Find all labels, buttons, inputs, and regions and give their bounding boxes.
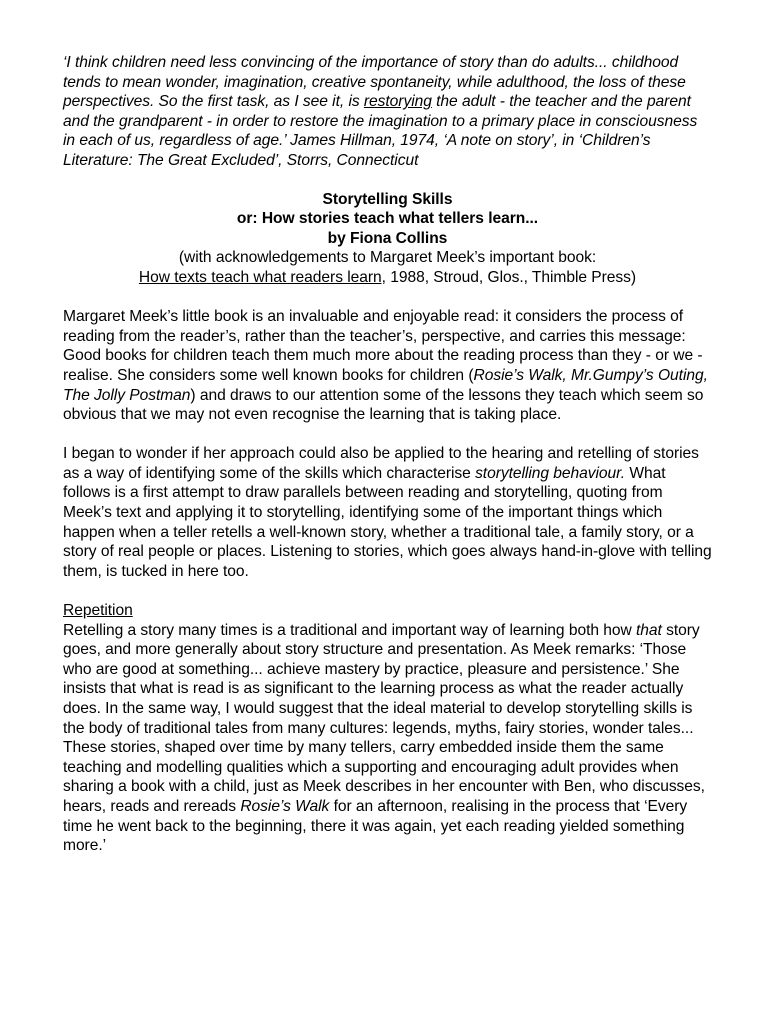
document-title: Storytelling Skills (322, 190, 453, 208)
acknowledgement-line: (with acknowledgements to Margaret Meek’s important book: (178, 249, 597, 267)
title-block (63, 190, 712, 288)
section-text-1: Retelling a story many times is a traditional and important way of learning both how (63, 621, 637, 639)
acknowledgement-reference (63, 268, 712, 288)
referenced-book-title: How texts teach what readers learn, (138, 268, 386, 286)
paragraph-2-text-start: I began to wonder if her approach could also be applied to the hearing and retelling of stories as a way of identifying some of the skills which characterise (63, 445, 699, 482)
document-author: by Fiona Collins (327, 229, 448, 247)
quote-underlined-word: restorying (363, 93, 432, 111)
referenced-book-details: 1988, Stroud, Glos., Thimble Press) (385, 268, 637, 286)
quote-text-end: the adult - the teacher and the parent and the grandparent - in order to restore the imagination to a primary place in consciousness in each of us, regardless of age.’ James Hillman, 1974, ‘A note on story’, in ‘Children’s Literature: The Great Excluded’, Storrs, Connecticut (63, 93, 698, 169)
section-italic-book: Rosie’s Walk (240, 797, 330, 815)
paragraph-1-text-start: Margaret Meek’s little book is an invaluable and enjoyable read: it considers the process of reading from the reader’s, rather than the teacher’s, perspective, and carries this message: Good books for children teach them much more about the reading process than they - or we - realise. She considers some well known books for children ( (63, 308, 703, 384)
document-subtitle: or: How stories teach what tellers learn... (236, 210, 539, 228)
paragraph-2-text-end: What follows is a first attempt to draw parallels between reading and storytelling, quoting from Meek’s text and applying it to storytelling, identifying some of the important things which happen when a teller retells a well-known story, whether a traditional tale, a family story, or a story of real people or places. Listening to stories, which goes always hand-in-glove with telling them, is tucked in here too. (63, 464, 712, 580)
epigraph-quote (63, 53, 712, 171)
section-text-2: story goes, and more generally about story structure and presentation. As Meek remarks: ‘Those who are good at something... achieve mastery by practice, pleasure and persistence.’ She insists that what is read is as significant to the learning process as what the reader actually does. In the same way, I would suggest that the ideal material to develop storytelling skills is the body of traditional tales from many cultures: legends, myths, fairy stories, wonder tales... These stories, shaped over time by many tellers, carry embedded inside them the same teaching and modelling qualities which a supporting and encouraging adult provides when sharing a book with a child, just as Meek describes in her encounter with Ben, who discusses, hears, reads and rereads (63, 621, 705, 815)
book-titles-list: Rosie’s Walk, Mr.Gumpy’s Outing, The Jolly Postman (63, 366, 708, 404)
body-paragraph-2 (63, 444, 712, 581)
section-text-3: for an afternoon, realising in the process that ‘Every time he went back to the beginning, there it was again, yet each reading yielded something more.’ (63, 797, 688, 855)
paragraph-1-text-end: ) and draws to our attention some of the lessons they teach which seem so obvious that we may not even recognise the learning that is taking place. (63, 386, 704, 424)
paragraph-2-italic-phrase: storytelling behaviour. (475, 464, 626, 482)
section-paragraph-repetition (63, 621, 712, 856)
quote-text-start: ‘I think children need less convincing of the importance of story than do adults... childhood tends to mean wonder, imagination, creative spontaneity, while adulthood, the loss of these perspectives. So the first task, as I see it, is (63, 54, 686, 111)
body-paragraph-1 (63, 307, 712, 425)
section-heading-repetition: Repetition (63, 602, 133, 620)
section-italic-that: that (636, 621, 662, 639)
